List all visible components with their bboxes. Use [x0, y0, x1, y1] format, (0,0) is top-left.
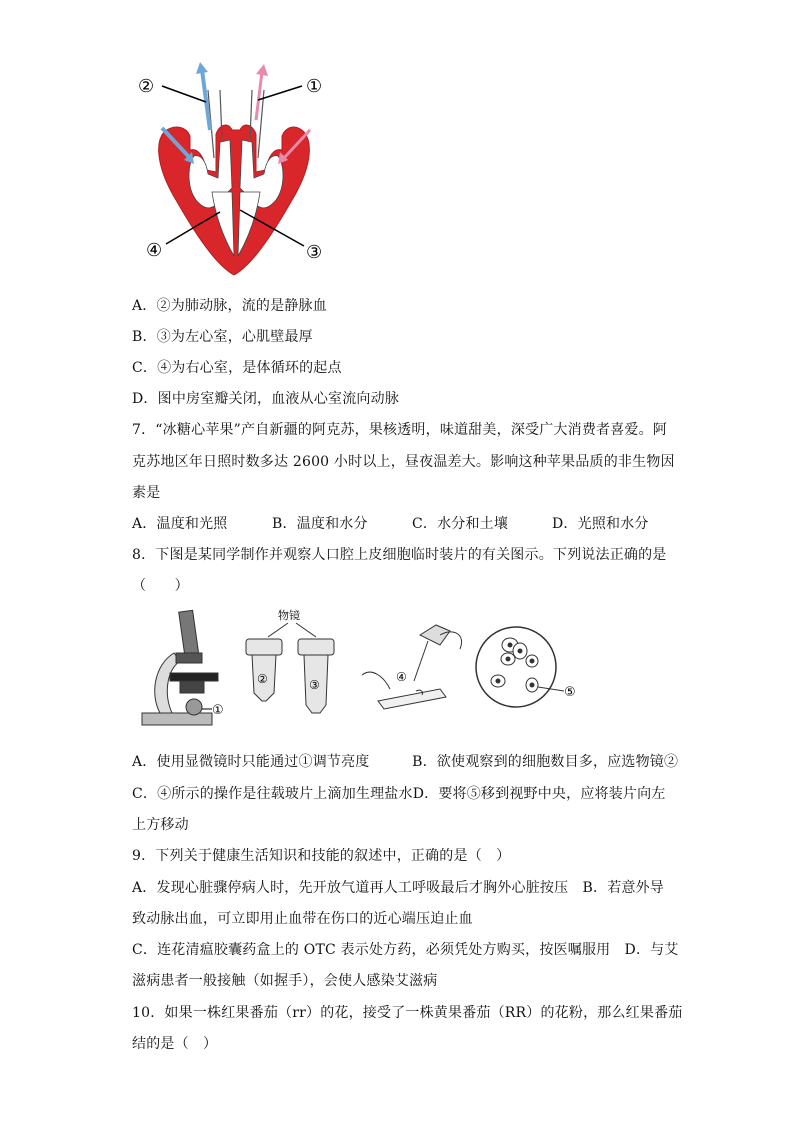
- q9-options-line2: 致动脉出血，可立即用止血带在伤口的近心端压迫止血: [132, 911, 473, 927]
- q7-option-b: B．温度和水分: [272, 516, 368, 532]
- fig-label-2: ②: [257, 672, 268, 686]
- q8-stem-line2: （ ）: [132, 578, 189, 594]
- dropper-slide-icon: [362, 625, 462, 709]
- fig-label-3: ③: [309, 678, 320, 692]
- objective-label: 物镜: [278, 609, 300, 622]
- q8-options-line3: 上方移动: [132, 817, 189, 833]
- microscope-figures: [140, 605, 600, 735]
- field-of-view: [476, 627, 556, 707]
- q8-stem-line1: 8．下图是某同学制作并观察人口腔上皮细胞临时装片的有关图示。下列说法正确的是: [132, 547, 667, 563]
- q7-option-a: A．温度和光照: [132, 516, 228, 532]
- q9-options-line4: 滋病患者一般接触（如握手），会使人感染艾滋病: [132, 973, 438, 989]
- q7-stem-line2: 克苏地区年日照时数多达 2600 小时以上，昼夜温差大。影响这种苹果品质的非生物因: [132, 454, 675, 470]
- fig-label-4: ④: [396, 670, 407, 684]
- q6-option-d: D．图中房室瓣关闭，血液从心室流向动脉: [132, 391, 400, 407]
- q7-options: [132, 514, 649, 534]
- q9-options-line1: A．发现心脏骤停病人时，先开放气道再人工呼吸最后才胸外心脏按压 B．若意外导: [132, 880, 664, 896]
- q9-options-line3: C．连花清瘟胶囊药盒上的 OTC 表示处方药，必须凭处方购买，按医嘱服用 D．与艾: [132, 942, 679, 958]
- label-4: ④: [146, 240, 163, 261]
- microscope-icon: [142, 610, 218, 725]
- objective-lens-2: [246, 639, 282, 701]
- q8-options-line2: C．④所示的操作是往载玻片上滴加生理盐水D．要将⑤移到视野中央，应将装片向左: [132, 786, 666, 802]
- q7-stem-line3: 素是: [132, 485, 161, 501]
- q7-option-d: D．光照和水分: [552, 516, 649, 532]
- label-1: ①: [306, 76, 323, 97]
- q6-option-c: C．④为右心室，是体循环的起点: [132, 360, 342, 376]
- q9-stem: 9．下列关于健康生活知识和技能的叙述中，正确的是（ ）: [132, 848, 511, 864]
- objective-lens-3: [298, 639, 334, 713]
- pink-arrow-up-head: [256, 64, 268, 76]
- q8-options-line1: A．使用显微镜时只能通过①调节亮度 B．欲使观察到的细胞数目多，应选物镜②: [132, 754, 679, 770]
- leader-1: [258, 86, 302, 100]
- leader-2: [162, 86, 206, 102]
- q10-stem-line1: 10．如果一株红果番茄（rr）的花，接受了一株黄果番茄（RR）的花粉，那么红果番茄: [132, 1005, 683, 1021]
- label-3: ③: [306, 242, 323, 263]
- q6-option-b: B．③为左心室，心肌壁最厚: [132, 329, 313, 345]
- q10-stem-line2: 结的是（ ）: [132, 1036, 218, 1052]
- heart-diagram: [136, 60, 336, 280]
- q6-option-a: A．②为肺动脉，流的是静脉血: [132, 298, 327, 314]
- fig-label-1: ①: [212, 703, 224, 718]
- q7-stem-line1: 7．“冰糖心苹果”产自新疆的阿克苏，果核透明，味道甜美，深受广大消费者喜爱。阿: [132, 422, 668, 438]
- fig-label-5: ⑤: [564, 685, 576, 700]
- blue-arrow-up-head: [196, 62, 208, 74]
- label-2: ②: [138, 76, 155, 97]
- pink-arrow-up: [256, 72, 262, 120]
- q7-option-c: C．水分和土壤: [412, 516, 509, 532]
